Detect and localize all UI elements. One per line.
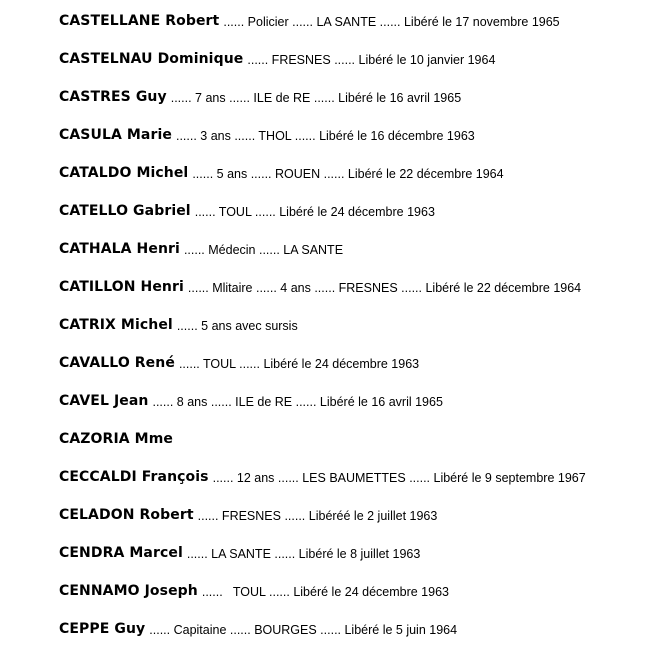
entry-name: CEPPE Guy bbox=[59, 621, 146, 637]
entry-name: CATELLO Gabriel bbox=[59, 203, 191, 219]
entry-name: CAVEL Jean bbox=[59, 393, 149, 409]
list-item bbox=[59, 29, 659, 67]
entry-name: CENDRA Marcel bbox=[59, 545, 183, 561]
entry-details: ...... 5 ans avec sursis bbox=[176, 319, 298, 333]
entry-details: ...... TOUL ...... Libéré le 24 décembre 1963 bbox=[201, 585, 449, 599]
entry-details: ...... FRESNES ...... Libéréé le 2 juillet 1963 bbox=[197, 509, 438, 523]
entry-name: CASTRES Guy bbox=[59, 89, 167, 105]
entry-details: ...... 7 ans ...... ILE de RE ...... Libéré le 16 avril 1965 bbox=[170, 91, 462, 105]
list-item bbox=[59, 523, 659, 561]
list-item bbox=[59, 599, 659, 637]
list-item bbox=[59, 0, 659, 29]
list-item bbox=[59, 333, 659, 371]
entry-name: CELADON Robert bbox=[59, 507, 194, 523]
entry-name: CAZORIA Mme bbox=[59, 431, 173, 447]
list-item bbox=[59, 257, 659, 295]
entry-name: CENNAMO Joseph bbox=[59, 583, 198, 599]
entry-details: ...... LA SANTE ...... Libéré le 8 juillet 1963 bbox=[186, 547, 421, 561]
list-item bbox=[59, 143, 659, 181]
entry-name: CASTELLANE Robert bbox=[59, 13, 220, 29]
entry-details: ...... 8 ans ...... ILE de RE ...... Libéré le 16 avril 1965 bbox=[152, 395, 443, 409]
list-item bbox=[59, 295, 659, 333]
entry-name: CAVALLO René bbox=[59, 355, 175, 371]
entry-name: CATHALA Henri bbox=[59, 241, 180, 257]
entry-name: CECCALDI François bbox=[59, 469, 209, 485]
entry-name: CASTELNAU Dominique bbox=[59, 51, 244, 67]
list-item bbox=[59, 219, 659, 257]
list-item bbox=[59, 485, 659, 523]
entry-details: ...... 5 ans ...... ROUEN ...... Libéré le 22 décembre 1964 bbox=[192, 167, 504, 181]
entry-name: CASULA Marie bbox=[59, 127, 172, 143]
entry-name: CATALDO Michel bbox=[59, 165, 189, 181]
list-item bbox=[59, 181, 659, 219]
entry-details: ...... Médecin ...... LA SANTE bbox=[183, 243, 344, 257]
entry-details: ...... Policier ...... LA SANTE ...... Libéré le 17 novembre 1965 bbox=[223, 15, 560, 29]
list-item bbox=[59, 447, 659, 485]
entry-name: CATILLON Henri bbox=[59, 279, 184, 295]
entry-details: ...... TOUL ...... Libéré le 24 décembre 1963 bbox=[178, 357, 420, 371]
entry-details: ...... 12 ans ...... LES BAUMETTES ...... Libéré le 9 septembre 1967 bbox=[212, 471, 586, 485]
entry-details: ...... 3 ans ...... THOL ...... Libéré le 16 décembre 1963 bbox=[175, 129, 475, 143]
entry-name: CATRIX Michel bbox=[59, 317, 173, 333]
list-item bbox=[59, 561, 659, 599]
list-item bbox=[59, 105, 659, 143]
document-list bbox=[59, 0, 659, 637]
entry-details: ...... Mlitaire ...... 4 ans ...... FRESNES ...... Libéré le 22 décembre 1964 bbox=[187, 281, 582, 295]
list-item bbox=[59, 409, 659, 447]
entry-details: ...... Capitaine ...... BOURGES ...... Libéré le 5 juin 1964 bbox=[149, 623, 458, 637]
entry-details: ...... FRESNES ...... Libéré le 10 janvier 1964 bbox=[247, 53, 496, 67]
list-item bbox=[59, 371, 659, 409]
list-item bbox=[59, 67, 659, 105]
entry-details: ...... TOUL ...... Libéré le 24 décembre 1963 bbox=[194, 205, 435, 219]
